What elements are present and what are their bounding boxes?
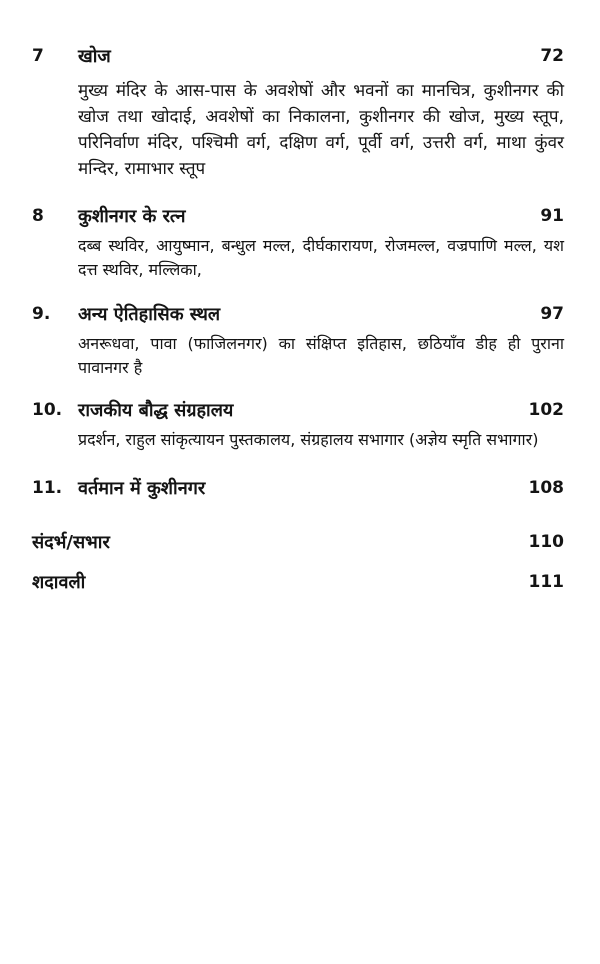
chapter-title: अन्य ऐतिहासिक स्थल bbox=[78, 304, 221, 325]
chapter-topics: प्रदर्शन, राहुल सांकृत्यायन पुस्तकालय, संग्रहालय सभागार (अज्ञेय स्मृति सभागार) bbox=[78, 430, 539, 449]
toc-entry-header bbox=[32, 40, 564, 74]
toc-entry-references bbox=[32, 526, 564, 560]
chapter-number: 10. bbox=[32, 400, 63, 420]
toc-entry-header bbox=[32, 566, 564, 600]
page-number: 91 bbox=[540, 206, 564, 226]
toc-entry-header bbox=[32, 472, 564, 506]
toc-entry-header bbox=[32, 526, 564, 560]
page-number: 72 bbox=[540, 46, 564, 66]
chapter-number: 8 bbox=[32, 206, 44, 226]
toc-entry-7 bbox=[32, 40, 564, 182]
chapter-title: कुशीनगर के रत्न bbox=[78, 206, 186, 227]
toc-entry-9 bbox=[32, 298, 564, 380]
chapter-number: 11. bbox=[32, 478, 63, 498]
table-of-contents bbox=[32, 40, 564, 600]
references-title: संदर्भ/सभार bbox=[32, 532, 110, 553]
page-number: 110 bbox=[528, 532, 564, 552]
chapter-number: 9. bbox=[32, 304, 51, 324]
toc-entry-header bbox=[32, 200, 564, 234]
toc-entry-header bbox=[32, 298, 564, 332]
toc-entry-header bbox=[32, 394, 564, 428]
chapter-number: 7 bbox=[32, 46, 44, 66]
page-number: 97 bbox=[540, 304, 564, 324]
chapter-topics: दब्ब स्थविर, आयुष्मान, बन्धुल मल्ल, दीर्घकारायण, रोजमल्ल, वज्रपाणि मल्ल, यश दत्त स्थविर, मल्लिका, bbox=[78, 236, 564, 279]
toc-entry-10 bbox=[32, 394, 564, 452]
chapter-topics: अनरूधवा, पावा (फाजिलनगर) का संक्षिप्त इतिहास, छठियाँव डीह ही पुराना पावानगर है bbox=[78, 334, 564, 377]
glossary-title: शदावली bbox=[32, 572, 86, 593]
toc-entry-glossary bbox=[32, 566, 564, 600]
page-number: 102 bbox=[528, 400, 564, 420]
toc-entry-8 bbox=[32, 200, 564, 282]
page-number: 111 bbox=[528, 572, 564, 592]
chapter-title: राजकीय बौद्ध संग्रहालय bbox=[78, 400, 234, 421]
chapter-title: खोज bbox=[78, 46, 111, 67]
toc-entry-11 bbox=[32, 472, 564, 506]
chapter-topics: मुख्य मंदिर के आस-पास के अवशेषों और भवनों का मानचित्र, कुशीनगर की खोज तथा खोदाई, अवशेषों का निकालना, कुशीनगर की खोज, मुख्य स्तूप, परिनिर्वाण मंदिर, पश्चिमी वर्ग, दक्षिण वर्ग, पूर्वी वर्ग, उत्तरी वर्ग, माथा कुंवर मन्दिर, रामाभार स्तूप bbox=[78, 81, 564, 179]
page-number: 108 bbox=[528, 478, 564, 498]
chapter-title: वर्तमान में कुशीनगर bbox=[78, 478, 206, 499]
